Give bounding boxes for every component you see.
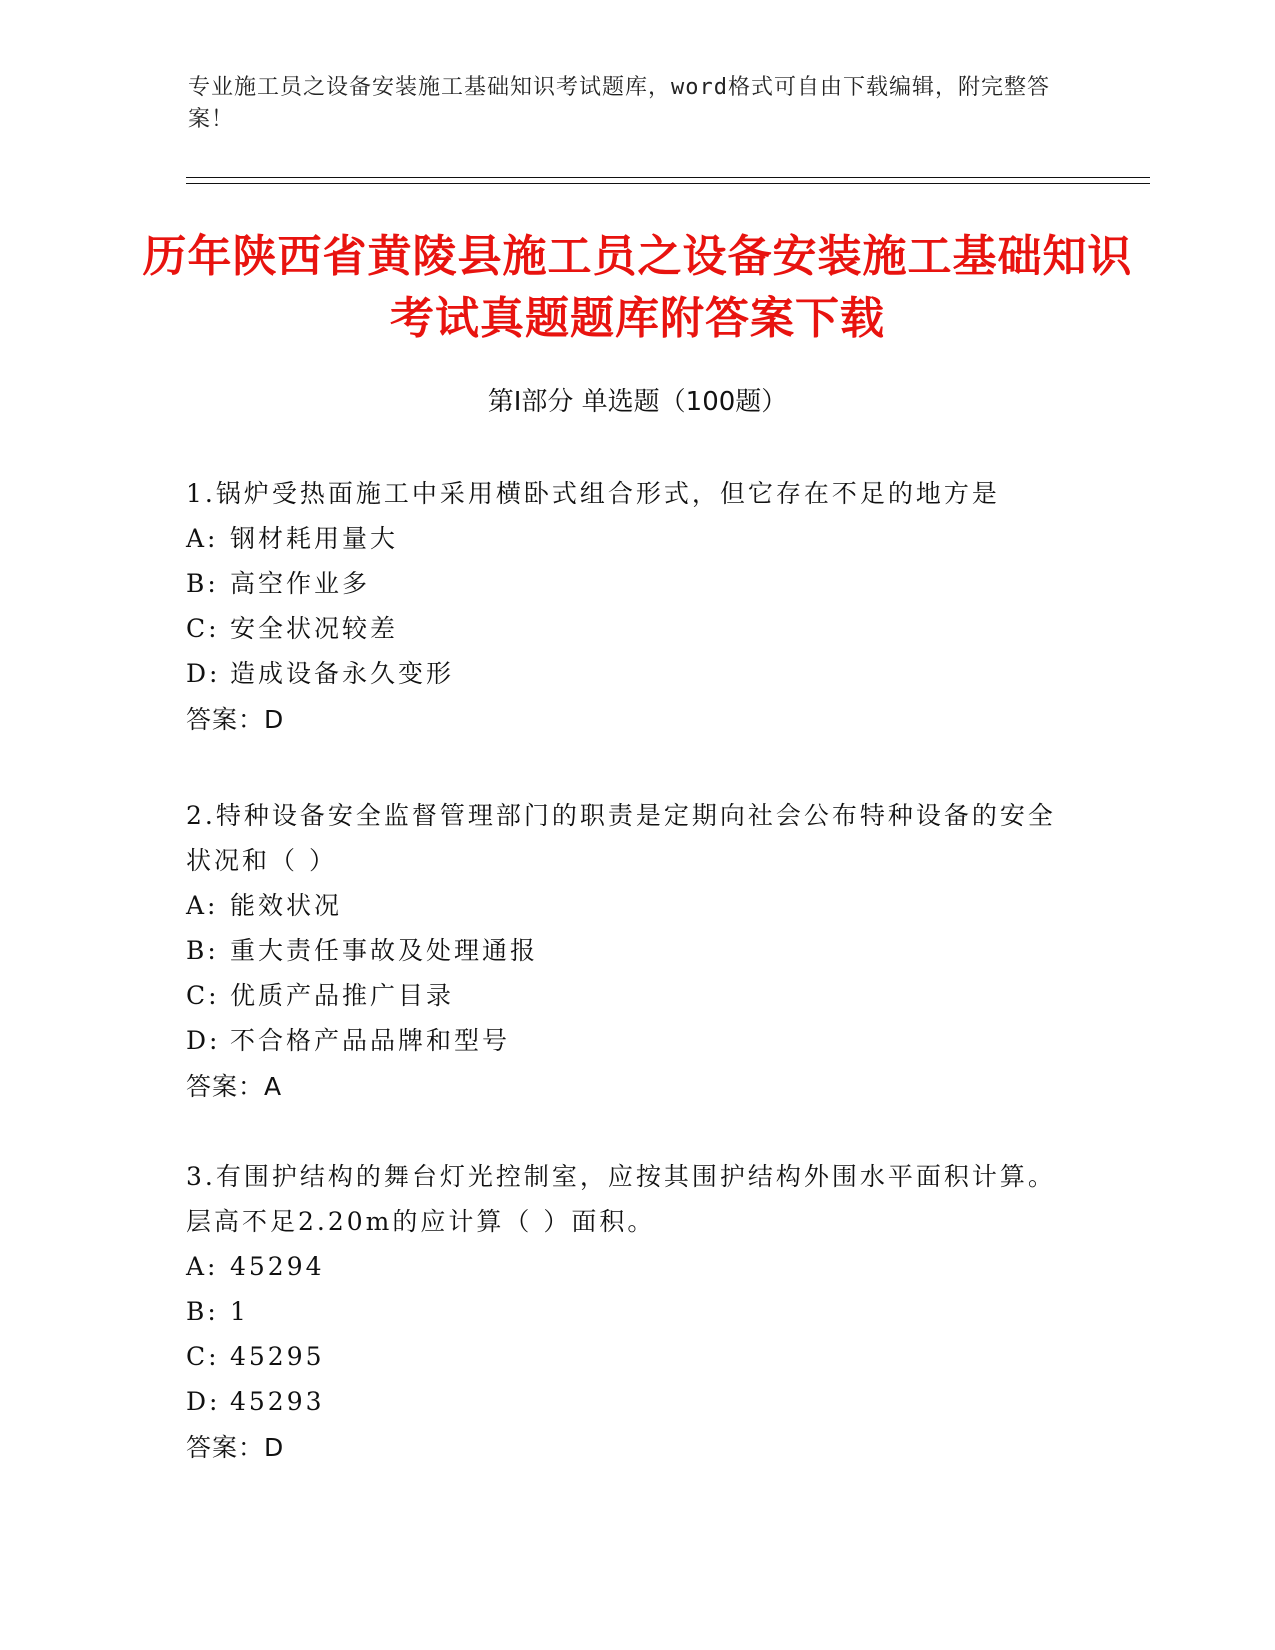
option-text: 安全状况较差 xyxy=(230,614,399,643)
question-stem: 1.锅炉受热面施工中采用横卧式组合形式，但它存在不足的地方是 xyxy=(186,479,1000,508)
answer-line: 答案：D xyxy=(186,705,285,734)
option-letter: C: xyxy=(186,1342,220,1371)
option-text: 重大责任事故及处理通报 xyxy=(230,936,539,965)
option-text: 钢材耗用量大 xyxy=(230,524,399,553)
option-letter: C: xyxy=(186,981,220,1010)
option-d xyxy=(186,1379,1066,1424)
option-b xyxy=(186,561,1066,606)
question-stem: 2.特种设备安全监督管理部门的职责是定期向社会公布特种设备的安全状况和（ ） xyxy=(186,801,1056,875)
option-text: 1 xyxy=(230,1297,249,1326)
header-divider-bottom xyxy=(186,183,1150,184)
option-text: 优质产品推广目录 xyxy=(230,981,455,1010)
option-letter: D: xyxy=(186,1387,221,1416)
document-title: 历年陕西省黄陵县施工员之设备安装施工基础知识考试真题题库附答案下载 xyxy=(142,231,1133,344)
option-letter: B: xyxy=(186,1297,219,1326)
option-text: 高空作业多 xyxy=(230,569,371,598)
option-text: 45295 xyxy=(230,1342,325,1371)
option-letter: D: xyxy=(186,1026,221,1055)
option-text: 45293 xyxy=(230,1387,325,1416)
answer-line: 答案：D xyxy=(186,1433,285,1462)
option-a xyxy=(186,516,1066,561)
option-text: 不合格产品品牌和型号 xyxy=(230,1026,511,1055)
option-letter: A: xyxy=(186,891,219,920)
option-d xyxy=(186,1018,1066,1063)
option-b xyxy=(186,1289,1066,1334)
answer-line: 答案：A xyxy=(186,1072,283,1101)
option-text: 能效状况 xyxy=(230,891,343,920)
option-letter: B: xyxy=(186,569,219,598)
option-a xyxy=(186,883,1066,928)
question-3 xyxy=(186,1154,1066,1470)
question-2 xyxy=(186,793,1066,1109)
option-b xyxy=(186,928,1066,973)
option-letter: B: xyxy=(186,936,219,965)
option-letter: A: xyxy=(186,1252,219,1281)
option-text: 45294 xyxy=(230,1252,325,1281)
option-letter: D: xyxy=(186,659,221,688)
question-stem: 3.有围护结构的舞台灯光控制室，应按其围护结构外围水平面积计算。层高不足2.20m的应计算（ ）面积。 xyxy=(186,1162,1056,1236)
option-d xyxy=(186,651,1066,696)
section-title: 第Ⅰ部分 单选题（100题） xyxy=(487,387,788,417)
header-note: 专业施工员之设备安装施工基础知识考试题库，word格式可自由下载编辑，附完整答案！ xyxy=(188,75,1050,132)
option-letter: C: xyxy=(186,614,220,643)
header-divider-top xyxy=(186,177,1150,178)
question-1 xyxy=(186,471,1066,742)
option-c xyxy=(186,606,1066,651)
option-a xyxy=(186,1244,1066,1289)
option-c xyxy=(186,973,1066,1018)
option-letter: A: xyxy=(186,524,219,553)
option-c xyxy=(186,1334,1066,1379)
option-text: 造成设备永久变形 xyxy=(230,659,455,688)
